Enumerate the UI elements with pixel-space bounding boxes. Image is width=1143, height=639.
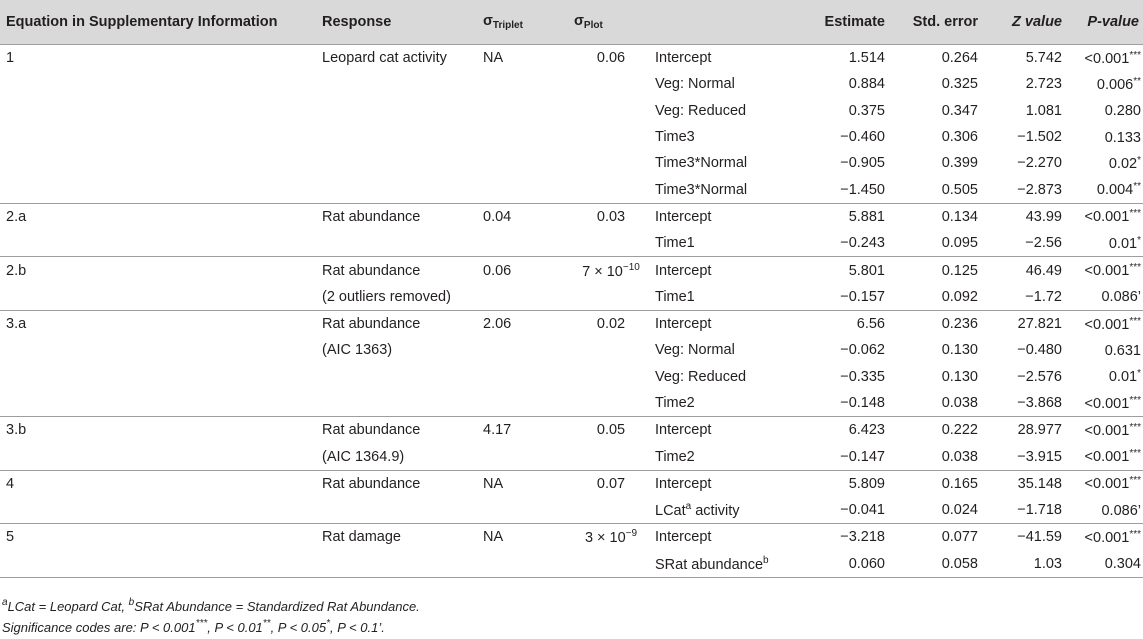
cell-equation [0, 150, 318, 176]
cell-equation: 2.b [0, 257, 318, 284]
cell-z-value: 5.742 [990, 45, 1070, 72]
header-row [0, 0, 1143, 45]
header-response: Response [318, 0, 477, 45]
cell-sigma-triplet: 2.06 [477, 310, 571, 337]
table-row [0, 71, 1143, 97]
cell-z-value: 2.723 [1025, 76, 1062, 93]
cell-sigma-triplet [477, 497, 571, 524]
cell-sigma-plot [571, 230, 651, 257]
cell-estimate: −1.450 [840, 181, 885, 198]
footnote-mark-b: b [128, 597, 135, 608]
significance-code: *** [1129, 528, 1141, 540]
cell-sigma-triplet: 0.06 [477, 257, 571, 284]
cell-p-value [1070, 284, 1143, 311]
cell-response: (2 outliers removed) [322, 288, 451, 305]
cell-std-error: 0.325 [941, 76, 978, 93]
cell-z-value: −41.59 [990, 524, 1070, 551]
table-row [0, 98, 1143, 124]
header-z-value [990, 0, 1070, 45]
cell-term [651, 284, 800, 311]
table-row [0, 284, 1143, 311]
sigma-plot-base: 3 × 10 [584, 530, 626, 547]
footnote-a-text: LCat = Leopard Cat, [7, 599, 129, 614]
sig-code-2: ** [262, 618, 271, 629]
cell-sigma-triplet [477, 98, 571, 124]
cell-equation: 3.a [0, 310, 318, 337]
cell-p-value [1070, 497, 1143, 524]
table-row [0, 176, 1143, 203]
cell-z-value: −2.270 [1017, 155, 1062, 172]
sigma-subscript: Triplet [492, 20, 523, 31]
table-row [0, 203, 1143, 230]
cell-equation [0, 443, 318, 470]
term-text: Time1 [655, 288, 695, 305]
table-row [0, 497, 1143, 524]
significance-code: *** [1129, 394, 1141, 406]
term-text: Time2 [655, 448, 695, 465]
term-text: Time3*Normal [655, 155, 748, 172]
cell-response: Leopard cat activity [318, 45, 477, 72]
term-text: Intercept [655, 208, 712, 225]
cell-sigma-plot [571, 364, 651, 390]
cell-p-value [1070, 364, 1143, 390]
cell-z-value: 46.49 [990, 257, 1070, 284]
cell-std-error: 0.306 [941, 129, 978, 146]
header-z-text: Z value [1012, 14, 1062, 30]
p-value-text: <0.001 [1084, 316, 1130, 333]
cell-p-value [1070, 470, 1143, 497]
sigma-plot-text: 0.02 [596, 316, 626, 333]
cell-estimate: 1.514 [800, 45, 895, 72]
cell-sigma-triplet: 0.04 [477, 203, 571, 230]
cell-std-error: 0.058 [895, 551, 990, 578]
cell-response [318, 150, 477, 176]
cell-equation [0, 364, 318, 390]
p-value-text: 0.006 [1096, 76, 1134, 93]
term-text: SRat abundance [655, 556, 764, 573]
cell-sigma-plot [571, 124, 651, 150]
footnote-mark-a: a [2, 597, 8, 608]
term-rest: activity [691, 503, 740, 520]
cell-response [318, 364, 477, 390]
term-footnote-mark: b [763, 554, 769, 566]
sigma-symbol: σ [574, 13, 584, 29]
sigma-plot-exponent: −9 [625, 528, 638, 540]
cell-sigma-triplet [477, 284, 571, 311]
significance-code: * [1137, 368, 1141, 380]
cell-term [651, 230, 800, 257]
term-text: Intercept [655, 529, 712, 546]
cell-p-value [1070, 98, 1143, 124]
cell-response: Rat abundance [318, 417, 477, 444]
cell-response: (AIC 1363) [322, 342, 393, 359]
cell-sigma-plot [571, 257, 651, 284]
cell-estimate: 5.801 [800, 257, 895, 284]
cell-z-value: −2.56 [1025, 235, 1062, 252]
cell-std-error: 0.130 [941, 368, 978, 385]
cell-estimate: −0.148 [840, 395, 885, 411]
footnote-significance [2, 618, 385, 635]
cell-z-value: 43.99 [990, 203, 1070, 230]
cell-z-value: −3.915 [1017, 448, 1062, 465]
significance-code: * [1137, 234, 1141, 246]
table-row [0, 124, 1143, 150]
p-value-text: <0.001 [1084, 395, 1130, 412]
table-row [0, 150, 1143, 176]
sigma-plot-text: 0.07 [596, 475, 626, 492]
cell-term [651, 417, 800, 444]
cell-sigma-plot [571, 150, 651, 176]
cell-response [318, 98, 477, 124]
cell-std-error: 0.347 [941, 102, 978, 119]
cell-sigma-triplet: NA [477, 45, 571, 72]
cell-p-value [1070, 443, 1143, 470]
header-std-error: Std. error [895, 0, 990, 45]
cell-sigma-triplet [477, 71, 571, 97]
header-sigma-triplet [477, 0, 571, 45]
cell-z-value: −1.718 [1017, 502, 1062, 519]
p-value-text: 0.304 [1104, 556, 1141, 573]
cell-sigma-plot [571, 470, 651, 497]
significance-code: *** [1129, 448, 1141, 460]
cell-sigma-plot [571, 310, 651, 337]
p-value-text: 0.004 [1096, 182, 1134, 199]
cell-response [318, 497, 477, 524]
table-row [0, 230, 1143, 257]
cell-p-value [1070, 524, 1143, 551]
cell-response [318, 176, 477, 203]
cell-std-error: 0.092 [941, 288, 978, 305]
cell-z-value: −3.868 [1017, 395, 1062, 411]
p-value-text: 0.133 [1104, 129, 1141, 146]
cell-p-value [1070, 176, 1143, 203]
cell-z-value: 1.081 [1025, 102, 1062, 119]
cell-term [651, 71, 800, 97]
cell-estimate: −0.460 [840, 129, 885, 146]
significance-code: ** [1133, 181, 1141, 193]
cell-estimate: 5.809 [800, 470, 895, 497]
cell-equation: 4 [0, 470, 318, 497]
cell-std-error: 0.236 [895, 310, 990, 337]
term-text: Veg: Reduced [655, 368, 747, 385]
term-text: LCat [655, 503, 686, 520]
p-value-text: 0.01 [1108, 369, 1138, 386]
cell-sigma-plot [571, 284, 651, 311]
cell-estimate: 0.884 [848, 76, 885, 93]
cell-equation [0, 551, 318, 578]
cell-term [651, 176, 800, 203]
table-body [0, 45, 1143, 578]
cell-sigma-triplet [477, 337, 571, 363]
cell-response [318, 124, 477, 150]
cell-response: Rat abundance [318, 203, 477, 230]
cell-response [318, 71, 477, 97]
cell-term [651, 551, 800, 578]
cell-estimate: −0.062 [840, 342, 885, 359]
cell-p-value [1070, 257, 1143, 284]
cell-response: (AIC 1364.9) [322, 448, 405, 465]
table-row [0, 364, 1143, 390]
cell-std-error: 0.165 [895, 470, 990, 497]
term-text: Time3*Normal [655, 181, 748, 198]
term-text: Intercept [655, 316, 712, 333]
cell-term [651, 257, 800, 284]
significance-code: * [1137, 154, 1141, 166]
cell-p-value [1070, 71, 1143, 97]
cell-term [651, 497, 800, 524]
cell-sigma-triplet [477, 551, 571, 578]
cell-z-value: −1.502 [1017, 129, 1062, 146]
cell-sigma-plot [571, 551, 651, 578]
header-sigma-plot [571, 0, 651, 45]
cell-sigma-plot [571, 337, 651, 363]
cell-equation [0, 230, 318, 257]
cell-equation [0, 497, 318, 524]
cell-estimate: −3.218 [800, 524, 895, 551]
table-row [0, 45, 1143, 72]
term-text: Intercept [655, 422, 712, 439]
cell-term [651, 310, 800, 337]
cell-equation: 3.b [0, 417, 318, 444]
cell-equation [0, 337, 318, 363]
significance-code: *** [1129, 208, 1141, 220]
cell-p-value [1070, 551, 1143, 578]
significance-code: *** [1129, 262, 1141, 274]
cell-sigma-plot [571, 98, 651, 124]
cell-sigma-triplet [477, 390, 571, 417]
header-equation: Equation in Supplementary Information [0, 0, 318, 45]
significance-code: *** [1129, 475, 1141, 487]
cell-sigma-triplet: NA [477, 470, 571, 497]
cell-z-value: 1.03 [990, 551, 1070, 578]
term-text: Time3 [655, 129, 695, 146]
cell-sigma-plot [571, 390, 651, 417]
cell-z-value: −0.480 [1017, 342, 1062, 359]
cell-z-value: 35.148 [990, 470, 1070, 497]
table-row [0, 524, 1143, 551]
cell-p-value [1070, 124, 1143, 150]
term-text: Time2 [655, 395, 695, 411]
p-value-text: <0.001 [1084, 263, 1130, 280]
cell-p-value [1070, 337, 1143, 363]
p-value-text: <0.001 [1084, 422, 1130, 439]
significance-code: ** [1133, 75, 1141, 87]
cell-sigma-plot [571, 203, 651, 230]
cell-std-error: 0.038 [941, 448, 978, 465]
cell-sigma-plot [571, 497, 651, 524]
significance-code: *** [1129, 315, 1141, 327]
cell-sigma-triplet [477, 124, 571, 150]
cell-equation [0, 390, 318, 417]
p-value-text: <0.001 [1084, 50, 1130, 67]
cell-term [651, 524, 800, 551]
cell-response [318, 390, 477, 417]
header-p-value: P-value [1070, 0, 1143, 45]
cell-estimate: −0.157 [840, 288, 885, 305]
sigma-symbol: σ [483, 13, 493, 29]
table-row [0, 551, 1143, 578]
cell-std-error: 0.399 [941, 155, 978, 172]
cell-equation [0, 176, 318, 203]
sigma-subscript: Plot [583, 20, 603, 31]
cell-z-value: 28.977 [990, 417, 1070, 444]
sig-text-4: , P < 0.1’. [330, 620, 385, 635]
term-text: Veg: Normal [655, 76, 735, 93]
table-row [0, 310, 1143, 337]
cell-term [651, 364, 800, 390]
cell-p-value [1070, 45, 1143, 72]
sigma-plot-text: 0.05 [596, 422, 626, 439]
cell-estimate: 6.423 [800, 417, 895, 444]
p-value-text: <0.001 [1084, 529, 1130, 546]
cell-term [651, 470, 800, 497]
term-text: Veg: Reduced [655, 102, 747, 119]
header-term [651, 0, 800, 45]
cell-z-value: 27.821 [990, 310, 1070, 337]
cell-sigma-plot [571, 176, 651, 203]
cell-response: Rat abundance [318, 470, 477, 497]
p-value-text: 0.02 [1108, 155, 1138, 172]
p-value-text: 0.086’ [1101, 502, 1141, 519]
cell-estimate: 5.881 [800, 203, 895, 230]
cell-sigma-plot [571, 443, 651, 470]
cell-sigma-triplet: 4.17 [477, 417, 571, 444]
cell-p-value [1070, 390, 1143, 417]
p-value-text: <0.001 [1084, 449, 1130, 466]
cell-sigma-plot [571, 71, 651, 97]
cell-response: Rat abundance [318, 257, 477, 284]
cell-equation: 1 [0, 45, 318, 72]
p-value-text: 0.086’ [1101, 289, 1141, 306]
cell-sigma-triplet [477, 230, 571, 257]
p-value-text: 0.280 [1104, 103, 1141, 120]
sig-text-3: , P < 0.05 [270, 620, 327, 635]
cell-estimate: 6.56 [800, 310, 895, 337]
cell-std-error: 0.134 [895, 203, 990, 230]
cell-sigma-triplet: NA [477, 524, 571, 551]
cell-std-error: 0.505 [941, 181, 978, 198]
cell-estimate: −0.335 [840, 368, 885, 385]
cell-z-value: −2.873 [1017, 181, 1062, 198]
cell-equation: 5 [0, 524, 318, 551]
cell-p-value [1070, 203, 1143, 230]
cell-equation [0, 98, 318, 124]
term-text: Time1 [655, 235, 695, 252]
cell-equation [0, 284, 318, 311]
cell-p-value [1070, 230, 1143, 257]
cell-z-value: −2.576 [1017, 368, 1062, 385]
cell-estimate: −0.243 [840, 235, 885, 252]
significance-code: *** [1129, 49, 1141, 61]
sig-text-1: Significance codes are: P < 0.001 [2, 620, 196, 635]
sig-code-3: * [326, 618, 331, 629]
cell-z-value: −1.72 [1025, 288, 1062, 305]
table-row [0, 417, 1143, 444]
cell-sigma-triplet [477, 150, 571, 176]
table-row [0, 337, 1143, 363]
cell-estimate: 0.060 [800, 551, 895, 578]
cell-std-error: 0.024 [941, 502, 978, 519]
cell-std-error: 0.130 [941, 342, 978, 359]
cell-equation [0, 124, 318, 150]
cell-std-error: 0.038 [941, 395, 978, 411]
cell-estimate: −0.041 [840, 502, 885, 519]
sigma-plot-base: 7 × 10 [582, 263, 623, 280]
cell-sigma-triplet [477, 443, 571, 470]
cell-estimate: −0.147 [840, 448, 885, 465]
cell-sigma-plot [571, 524, 651, 551]
cell-sigma-plot [571, 417, 651, 444]
cell-p-value [1070, 417, 1143, 444]
footnote-abbreviations [2, 597, 420, 614]
cell-p-value [1070, 310, 1143, 337]
table-row [0, 390, 1143, 417]
sig-text-2: , P < 0.01 [207, 620, 263, 635]
cell-term [651, 337, 800, 363]
p-value-text: <0.001 [1084, 209, 1130, 226]
cell-std-error: 0.095 [941, 235, 978, 252]
term-text: Intercept [655, 262, 712, 279]
p-value-text: 0.631 [1104, 342, 1141, 359]
header-estimate: Estimate [800, 0, 895, 45]
cell-sigma-plot [571, 45, 651, 72]
term-text: Intercept [655, 475, 712, 492]
cell-term [651, 150, 800, 176]
cell-std-error: 0.222 [895, 417, 990, 444]
cell-term [651, 203, 800, 230]
p-value-text: <0.001 [1084, 476, 1130, 493]
cell-response [318, 230, 477, 257]
cell-term [651, 124, 800, 150]
cell-equation [0, 71, 318, 97]
cell-std-error: 0.264 [895, 45, 990, 72]
table-row [0, 257, 1143, 284]
cell-equation: 2.a [0, 203, 318, 230]
term-text: Veg: Normal [655, 342, 735, 359]
cell-sigma-triplet [477, 364, 571, 390]
cell-response: Rat abundance [318, 310, 477, 337]
table-row [0, 443, 1143, 470]
cell-std-error: 0.125 [895, 257, 990, 284]
cell-term [651, 443, 800, 470]
significance-code: *** [1129, 421, 1141, 433]
cell-term [651, 390, 800, 417]
cell-term [651, 98, 800, 124]
cell-response: Rat damage [318, 524, 477, 551]
footnote-b-text: SRat Abundance = Standardized Rat Abundance. [134, 599, 420, 614]
sigma-plot-exponent: −10 [622, 261, 640, 273]
table-row [0, 470, 1143, 497]
sigma-plot-text: 0.06 [596, 50, 626, 67]
cell-term [651, 45, 800, 72]
cell-estimate: −0.905 [840, 155, 885, 172]
cell-estimate: 0.375 [848, 102, 885, 119]
cell-response [318, 551, 477, 578]
p-value-text: 0.01 [1108, 235, 1138, 252]
cell-std-error: 0.077 [895, 524, 990, 551]
sig-code-1: *** [195, 618, 208, 629]
sigma-plot-text: 0.03 [596, 208, 626, 225]
cell-p-value [1070, 150, 1143, 176]
term-text: Intercept [655, 50, 712, 67]
cell-sigma-triplet [477, 176, 571, 203]
term-footnote-mark: a [685, 501, 692, 513]
